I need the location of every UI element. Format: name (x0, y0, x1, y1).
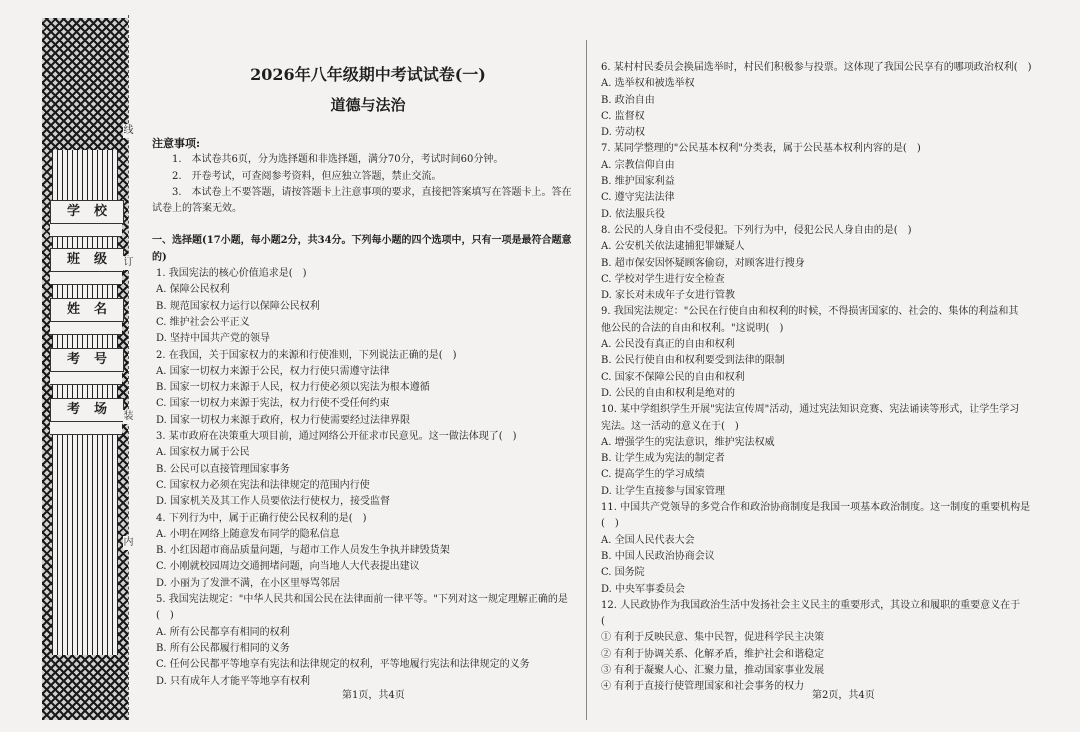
answer-option: D. 中央军事委员会 (601, 583, 686, 595)
answer-option: C. 国家不保障公民的自由和权利 (601, 371, 745, 383)
answer-option: D. 国家机关及其工作人员要依法行使权力，接受监督 (156, 496, 391, 508)
exam-number-field-label: 考号 (50, 348, 124, 372)
question-stem: 6. 某村村民委员会换届选举时，村民们积极参与投票。这体现了我国公民享有的哪项政治权利( ) (601, 62, 1032, 73)
question-11 (597, 500, 1037, 598)
exam-number-field-line[interactable] (50, 372, 122, 385)
question-8 (597, 223, 1037, 304)
question-12 (597, 598, 1037, 696)
exam-subject: 道德与法治 (330, 96, 406, 114)
question-stem: 5. 我国宪法规定："中华人民共和国公民在法律面前一律平等。"下列对这一规定理解正确的是 (156, 594, 568, 606)
page-divider (586, 40, 587, 720)
section-heading: 一、选择题(17小题，每小题2分，共34分。下列每小题的四个选项中，只有一项是最符合题意 (152, 235, 572, 247)
answer-option: D. 只有成年人才能平等地享有权利 (156, 675, 311, 687)
question-stem: 7. 某同学整理的"公民基本权利"分类表，属于公民基本权利内容的是( ) (601, 143, 921, 155)
answer-option: B. 政治自由 (601, 94, 655, 106)
answer-option: B. 中国人民政治协商会议 (601, 550, 715, 562)
answer-option: A. 全国人民代表大会 (601, 534, 695, 546)
answer-option: C. 提高学生的学习成绩 (601, 469, 705, 481)
answer-option: A. 宗教信仰自由 (601, 159, 675, 171)
question-1 (152, 266, 574, 347)
answer-option: C. 学校对学生进行安全检查 (601, 273, 725, 285)
question-7 (597, 141, 1037, 222)
notice-item: 2. 开卷考试，可查阅参考资料，但应独立答题，禁止交流。 (172, 170, 442, 182)
answer-option: A. 增强学生的宪法意识，维护宪法权威 (601, 436, 775, 448)
answer-option: C. 监督权 (601, 110, 645, 122)
question-stem: 9. 我国宪法规定："公民在行使自由和权利的时候，不得损害国家的、社会的、集体的利益和其 (601, 306, 1019, 318)
question-stem-cont: ( (601, 616, 605, 628)
class-field-label: 班级 (50, 248, 124, 272)
question-2 (152, 348, 574, 429)
answer-option: D. 公民的自由和权利是绝对的 (601, 387, 736, 399)
answer-option: C. 国家权力必须在宪法和法律规定的范围内行使 (156, 479, 370, 491)
seal-char-ding: 订 (123, 257, 134, 268)
answer-option: D. 小丽为了发泄不满，在小区里辱骂邻居 (156, 577, 341, 589)
question-stem-cont: ( ) (156, 610, 174, 622)
answer-option: A. 小明在网络上随意发布同学的隐私信息 (156, 528, 340, 540)
exam-title: 2026年八年级期中考试试卷(一) (250, 65, 486, 84)
question-stem: 4. 下列行为中，属于正确行使公民权利的是( ) (156, 512, 367, 524)
seal-dashed-line (128, 15, 129, 720)
answer-option: C. 小刚就校园周边交通拥堵问题，向当地人大代表提出建议 (156, 561, 420, 573)
answer-option: D. 让学生直接参与国家管理 (601, 485, 726, 497)
question-3 (152, 429, 574, 510)
question-stem: 1. 我国宪法的核心价值追求是( ) (156, 268, 307, 280)
spacer (152, 217, 574, 233)
answer-option: A. 国家权力属于公民 (156, 447, 250, 459)
answer-option: D. 坚持中国共产党的领导 (156, 333, 271, 345)
question-stem-cont: 他公民的合法的自由和权利。"这说明( ) (601, 322, 784, 334)
seal-char-nei: 内 (123, 537, 134, 548)
question-stem: 8. 公民的人身自由不受侵犯。下列行为中，侵犯公民人身自由的是( ) (601, 224, 912, 236)
exam-room-field-label: 考场 (50, 398, 124, 422)
notice-item: 3. 本试卷上不要答题，请按答题卡上注意事项的要求，直接把答案填写在答题卡上。答在 (172, 186, 572, 198)
answer-option: B. 国家一切权力来源于人民，权力行使必须以宪法为根本遵循 (156, 382, 430, 394)
section-heading-cont: 的) (152, 251, 167, 263)
answer-option: D. 依法服兵役 (601, 208, 666, 220)
question-stem: 11. 中国共产党领导的多党合作和政治协商制度是我国一项基本政治制度。这一制度的重要机构是 (601, 502, 1031, 514)
answer-option: B. 规范国家权力运行以保障公民权利 (156, 300, 320, 312)
school-field-label: 学校 (50, 200, 124, 224)
question-6 (597, 60, 1037, 141)
answer-option: B. 维护国家利益 (601, 176, 675, 188)
page-number-left: 第1页，共4页 (342, 690, 405, 701)
answer-option: C. 国家一切权力来源于宪法，权力行使不受任何约束 (156, 398, 390, 410)
seal-char-zhuang: 装 (123, 411, 134, 422)
name-field-line[interactable] (50, 322, 122, 335)
question-9 (597, 304, 1037, 402)
answer-option: ③ 有利于凝聚人心、汇聚力量，推动国家事业发展 (601, 664, 825, 676)
notice-item: 1. 本试卷共6页，分为选择题和非选择题，满分70分，考试时间60分钟。 (172, 154, 504, 166)
answer-option: A. 国家一切权力来源于公民，权力行使只需遵守法律 (156, 365, 390, 377)
answer-option: ② 有利于协调关系、化解矛盾，维护社会和谐稳定 (601, 648, 825, 660)
answer-option: C. 遵守宪法法律 (601, 192, 675, 204)
notice-item: 试卷上的答案无效。 (152, 203, 242, 215)
question-stem-cont: ( ) (601, 518, 619, 530)
question-stem: 3. 某市政府在决策重大项目前，通过网络公开征求市民意见。这一做法体现了( ) (156, 431, 517, 443)
question-stem: 12. 人民政协作为我国政治生活中发扬社会主义民主的重要形式，其设立和履职的重要意义在于 (601, 599, 1021, 611)
answer-option: B. 公民行使自由和权利要受到法律的限制 (601, 355, 785, 367)
answer-option: B. 所有公民都履行相同的义务 (156, 642, 290, 654)
question-stem-cont: 宪法。这一活动的意义在于( ) (601, 420, 739, 432)
answer-option: B. 让学生成为宪法的制定者 (601, 453, 725, 465)
exam-room-field-line[interactable] (50, 422, 122, 435)
answer-option: D. 家长对未成年子女进行管教 (601, 290, 736, 302)
notice-heading: 注意事项: (152, 137, 201, 150)
class-field-line[interactable] (50, 272, 122, 285)
answer-option: C. 任何公民都平等地享有宪法和法律规定的权利，平等地履行宪法和法律规定的义务 (156, 659, 530, 671)
question-stem: 10. 某中学组织学生开展"宪法宣传周"活动，通过宪法知识竞赛、宪法诵读等形式，让学生学习 (601, 404, 1020, 416)
answer-option: D. 国家一切权力来源于政府，权力行使需要经过法律界限 (156, 414, 411, 426)
page-number-right: 第2页，共4页 (812, 690, 875, 701)
answer-option: A. 公安机关依法逮捕犯罪嫌疑人 (601, 241, 745, 253)
answer-option: D. 劳动权 (601, 127, 646, 139)
answer-option: B. 小红因超市商品质量问题，与超市工作人员发生争执并肆毁货架 (156, 545, 450, 557)
name-field-label: 姓名 (50, 298, 124, 322)
answer-option: ① 有利于反映民意、集中民智，促进科学民主决策 (601, 632, 825, 644)
answer-option: A. 保障公民权利 (156, 284, 230, 296)
seal-char-xian: 线 (123, 125, 134, 136)
answer-option: A. 所有公民都享有相同的权利 (156, 626, 290, 638)
answer-option: A. 公民没有真正的自由和权利 (601, 339, 735, 351)
question-4 (152, 511, 574, 592)
answer-option: ④ 有利于直接行使管理国家和社会事务的权力 (601, 681, 805, 693)
answer-option: A. 选举权和被选举权 (601, 78, 695, 90)
school-field-line[interactable] (50, 224, 122, 237)
answer-option: B. 超市保安因怀疑顾客偷窃，对顾客进行搜身 (601, 257, 805, 269)
answer-option: C. 国务院 (601, 567, 645, 579)
question-5 (152, 592, 574, 690)
answer-option: C. 维护社会公平正义 (156, 316, 250, 328)
right-column (597, 60, 1037, 696)
question-stem: 2. 在我国，关于国家权力的来源和行使准则，下列说法正确的是( ) (156, 349, 457, 361)
answer-option: B. 公民可以直接管理国家事务 (156, 463, 290, 475)
left-column (152, 136, 574, 690)
question-10 (597, 402, 1037, 500)
